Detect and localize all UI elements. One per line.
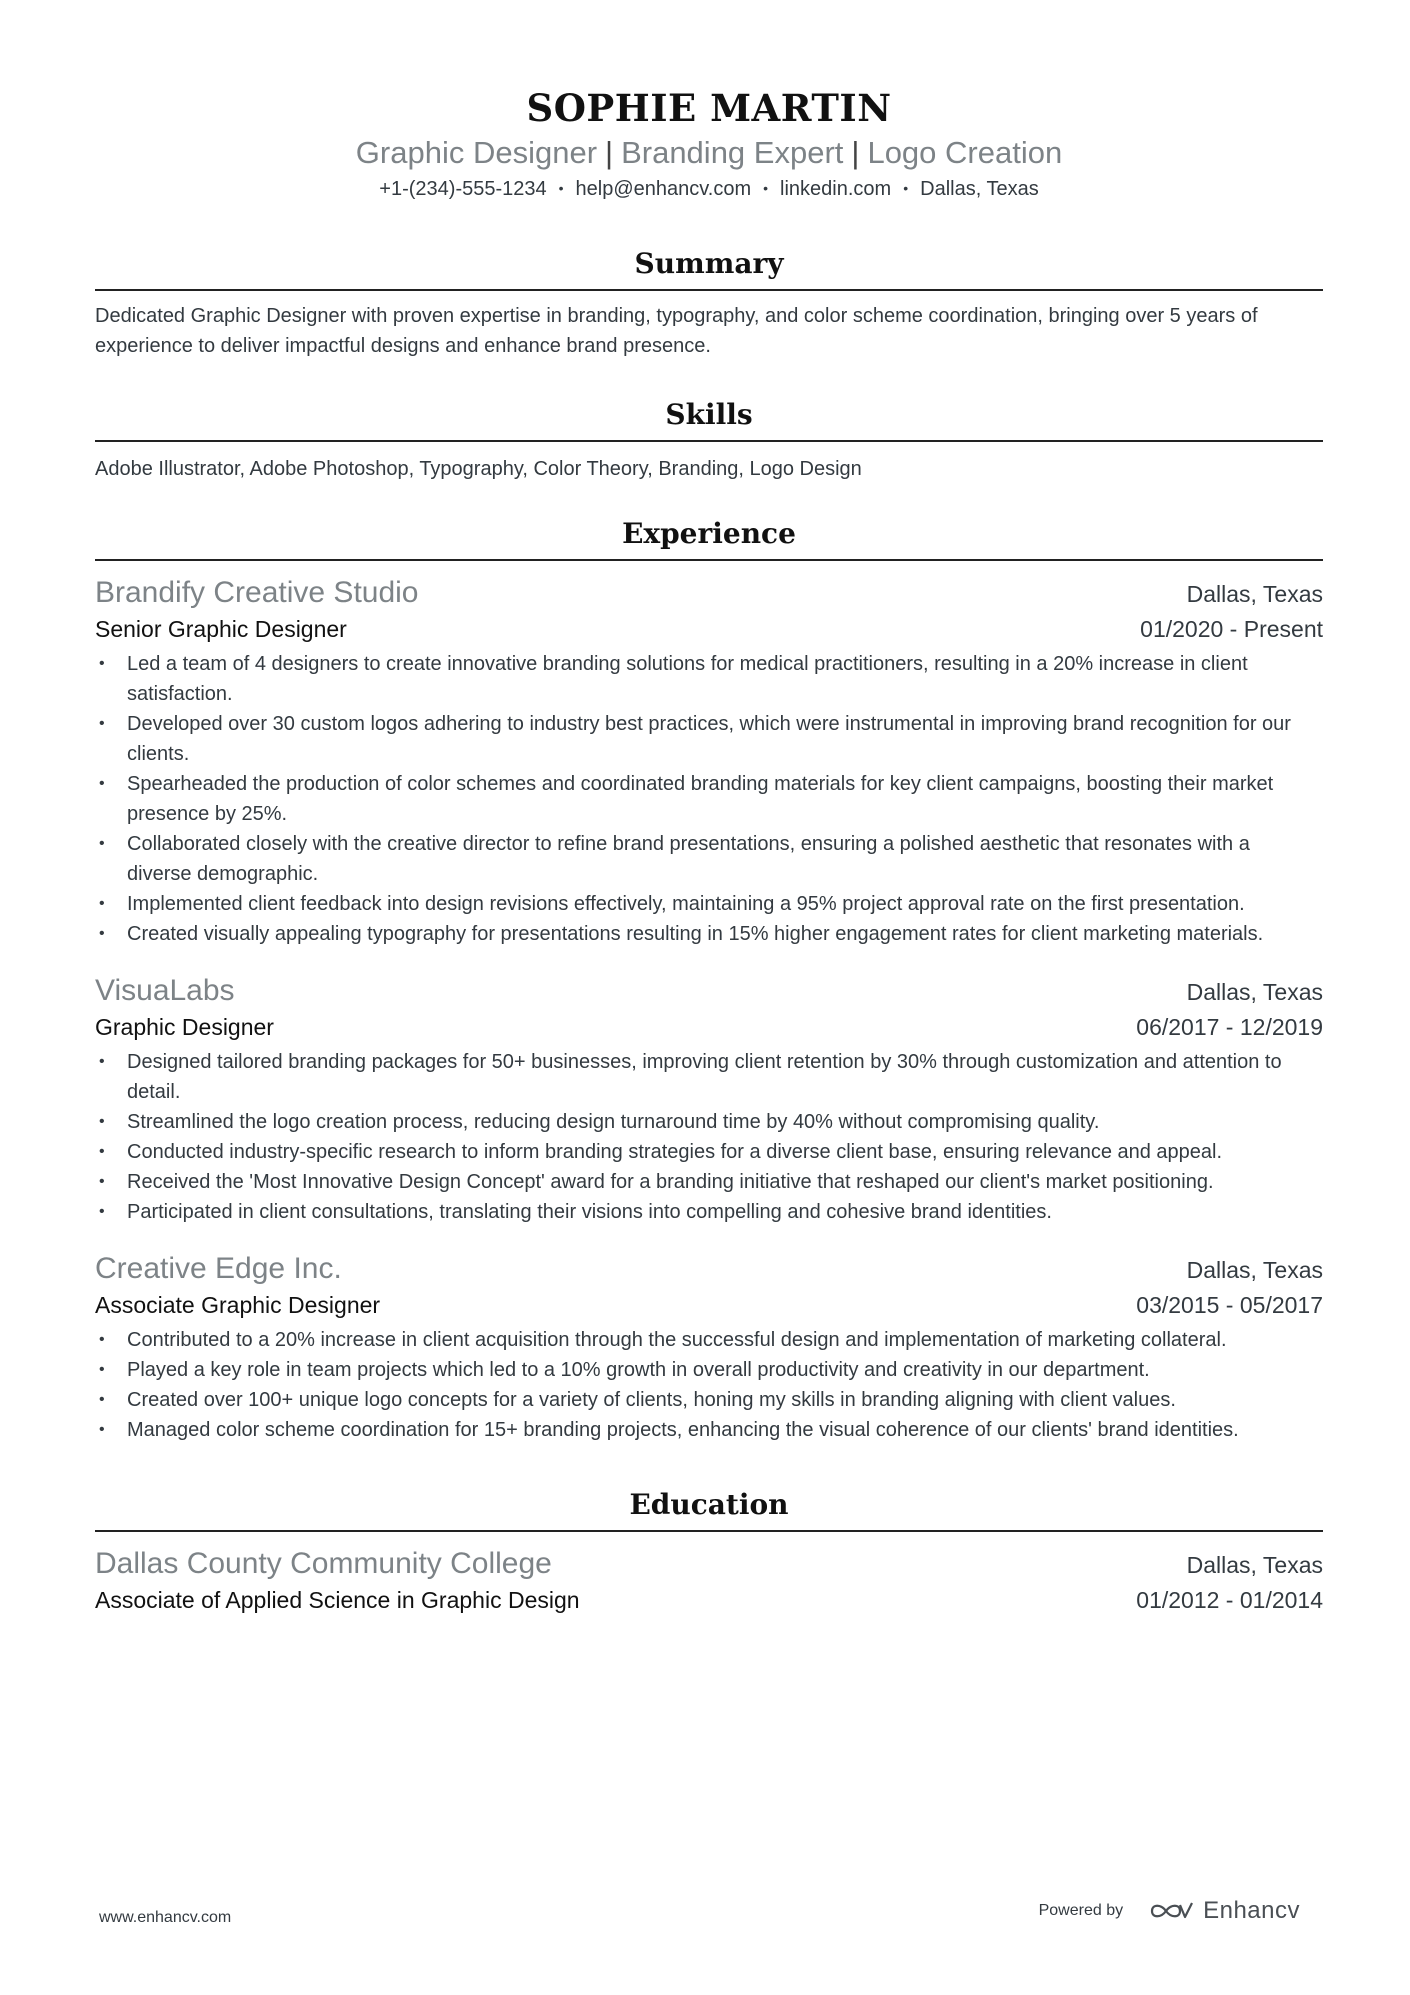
achievement-item: • Participated in client consultations, translating their visions into compelling and cohesive brand identities.: [95, 1197, 1323, 1227]
resume-page: [95, 0, 1323, 1616]
achievement-list: [95, 649, 1323, 949]
candidate-name: SOPHIE MARTIN: [526, 86, 892, 130]
education-section: [95, 1485, 1323, 1616]
job-dates: 01/2020 - Present: [1140, 616, 1323, 642]
achievement-item: • Led a team of 4 designers to create innovative branding solutions for medical practitioners, resulting in a 20% increase in client satisfaction.: [95, 649, 1323, 709]
achievement-item: • Collaborated closely with the creative director to refine brand presentations, ensuring a polished aesthetic that resonates with a diverse demographic.: [95, 829, 1323, 889]
achievement-item: • Created visually appealing typography for presentations resulting in 15% higher engagement rates for client marketing materials.: [95, 919, 1323, 949]
achievement-item: • Implemented client feedback into design revisions effectively, maintaining a 95% project approval rate on the first presentation.: [95, 889, 1323, 919]
contact-separator: •: [903, 180, 909, 196]
achievement-list: [95, 1325, 1323, 1445]
experience-list: [95, 573, 1323, 1445]
skills-text: Adobe Illustrator, Adobe Photoshop, Typography, Color Theory, Branding, Logo Design: [95, 458, 862, 480]
enhancv-logo-icon: [1149, 1899, 1195, 1923]
achievement-item: • Conducted industry-specific research to inform branding strategies for a diverse client base, ensuring relevance and appeal.: [95, 1137, 1323, 1167]
footer-website[interactable]: www.enhancv.com: [99, 1909, 232, 1926]
powered-by-label: Powered by: [1038, 1902, 1124, 1919]
headline-separator: |: [851, 135, 860, 170]
experience-entry: [95, 573, 1323, 949]
school-location: Dallas, Texas: [1186, 1552, 1323, 1578]
skills-section: [95, 395, 1323, 484]
job-title: Senior Graphic Designer: [95, 616, 347, 642]
achievement-item: • Designed tailored branding packages for 50+ businesses, improving client retention by 30% through customization and attention to detail.: [95, 1047, 1323, 1107]
resume-header: [95, 0, 1323, 204]
company-name: VisuaLabs: [95, 974, 235, 1007]
contact-info: [95, 175, 1323, 204]
achievement-item: • Received the 'Most Innovative Design Concept' award for a branding initiative that reshaped our client's market positioning.: [95, 1167, 1323, 1197]
brand-name: Enhancv: [1203, 1897, 1300, 1924]
experience-section: [95, 514, 1323, 1445]
skills-title: Skills: [95, 395, 1323, 442]
achievement-item: • Played a key role in team projects which led to a 10% growth in overall productivity and creativity in our department.: [95, 1355, 1323, 1385]
job-location: Dallas, Texas: [1186, 1257, 1323, 1283]
experience-title: Experience: [95, 514, 1323, 561]
achievement-item: • Created over 100+ unique logo concepts for a variety of clients, honing my skills in branding aligning with client values.: [95, 1385, 1323, 1415]
job-title: Graphic Designer: [95, 1014, 274, 1040]
experience-entry: [95, 971, 1323, 1227]
job-dates: 03/2015 - 05/2017: [1136, 1292, 1323, 1318]
phone: +1-(234)-555-1234: [379, 178, 547, 200]
school-name: Dallas County Community College: [95, 1547, 552, 1580]
company-name: Brandify Creative Studio: [95, 576, 419, 609]
company-name: Creative Edge Inc.: [95, 1252, 342, 1285]
contact-separator: •: [763, 180, 769, 196]
headline-item: Graphic Designer: [355, 135, 598, 170]
headline-item: Logo Creation: [867, 135, 1063, 170]
email-link[interactable]: help@enhancv.com: [575, 178, 752, 200]
job-dates: 06/2017 - 12/2019: [1136, 1014, 1323, 1040]
achievement-item: • Managed color scheme coordination for 15+ branding projects, enhancing the visual coherence of our clients' brand identities.: [95, 1415, 1323, 1445]
job-location: Dallas, Texas: [1186, 581, 1323, 607]
job-location: Dallas, Texas: [1186, 979, 1323, 1005]
headline-separator: |: [605, 135, 614, 170]
summary-title: Summary: [95, 244, 1323, 291]
headline: [95, 133, 1323, 173]
location: Dallas, Texas: [920, 178, 1039, 200]
achievement-item: • Contributed to a 20% increase in client acquisition through the successful design and implementation of marketing collateral.: [95, 1325, 1323, 1355]
achievement-item: • Spearheaded the production of color schemes and coordinated branding materials for key client campaigns, boosting their market presence by 25%.: [95, 769, 1323, 829]
footer-branding: [1039, 1897, 1300, 1925]
degree: Associate of Applied Science in Graphic Design: [95, 1587, 580, 1613]
achievement-list: [95, 1047, 1323, 1227]
linkedin-link[interactable]: linkedin.com: [780, 178, 892, 200]
summary-text: Dedicated Graphic Designer with proven expertise in branding, typography, and color scheme coordination, bringing over 5 years of experience to deliver impactful designs and enhance brand presence.: [95, 305, 1258, 357]
contact-separator: •: [558, 180, 564, 196]
achievement-item: • Developed over 30 custom logos adhering to industry best practices, which were instrumental in improving brand recognition for our clients.: [95, 709, 1323, 769]
experience-entry: [95, 1249, 1323, 1445]
education-dates: 01/2012 - 01/2014: [1136, 1587, 1323, 1613]
headline-item: Branding Expert: [621, 135, 844, 170]
education-title: Education: [95, 1485, 1323, 1532]
education-entry: [95, 1544, 1323, 1616]
summary-section: [95, 244, 1323, 361]
job-title: Associate Graphic Designer: [95, 1292, 381, 1318]
enhancv-logo[interactable]: [1149, 1897, 1300, 1925]
achievement-item: • Streamlined the logo creation process, reducing design turnaround time by 40% without compromising quality.: [95, 1107, 1323, 1137]
